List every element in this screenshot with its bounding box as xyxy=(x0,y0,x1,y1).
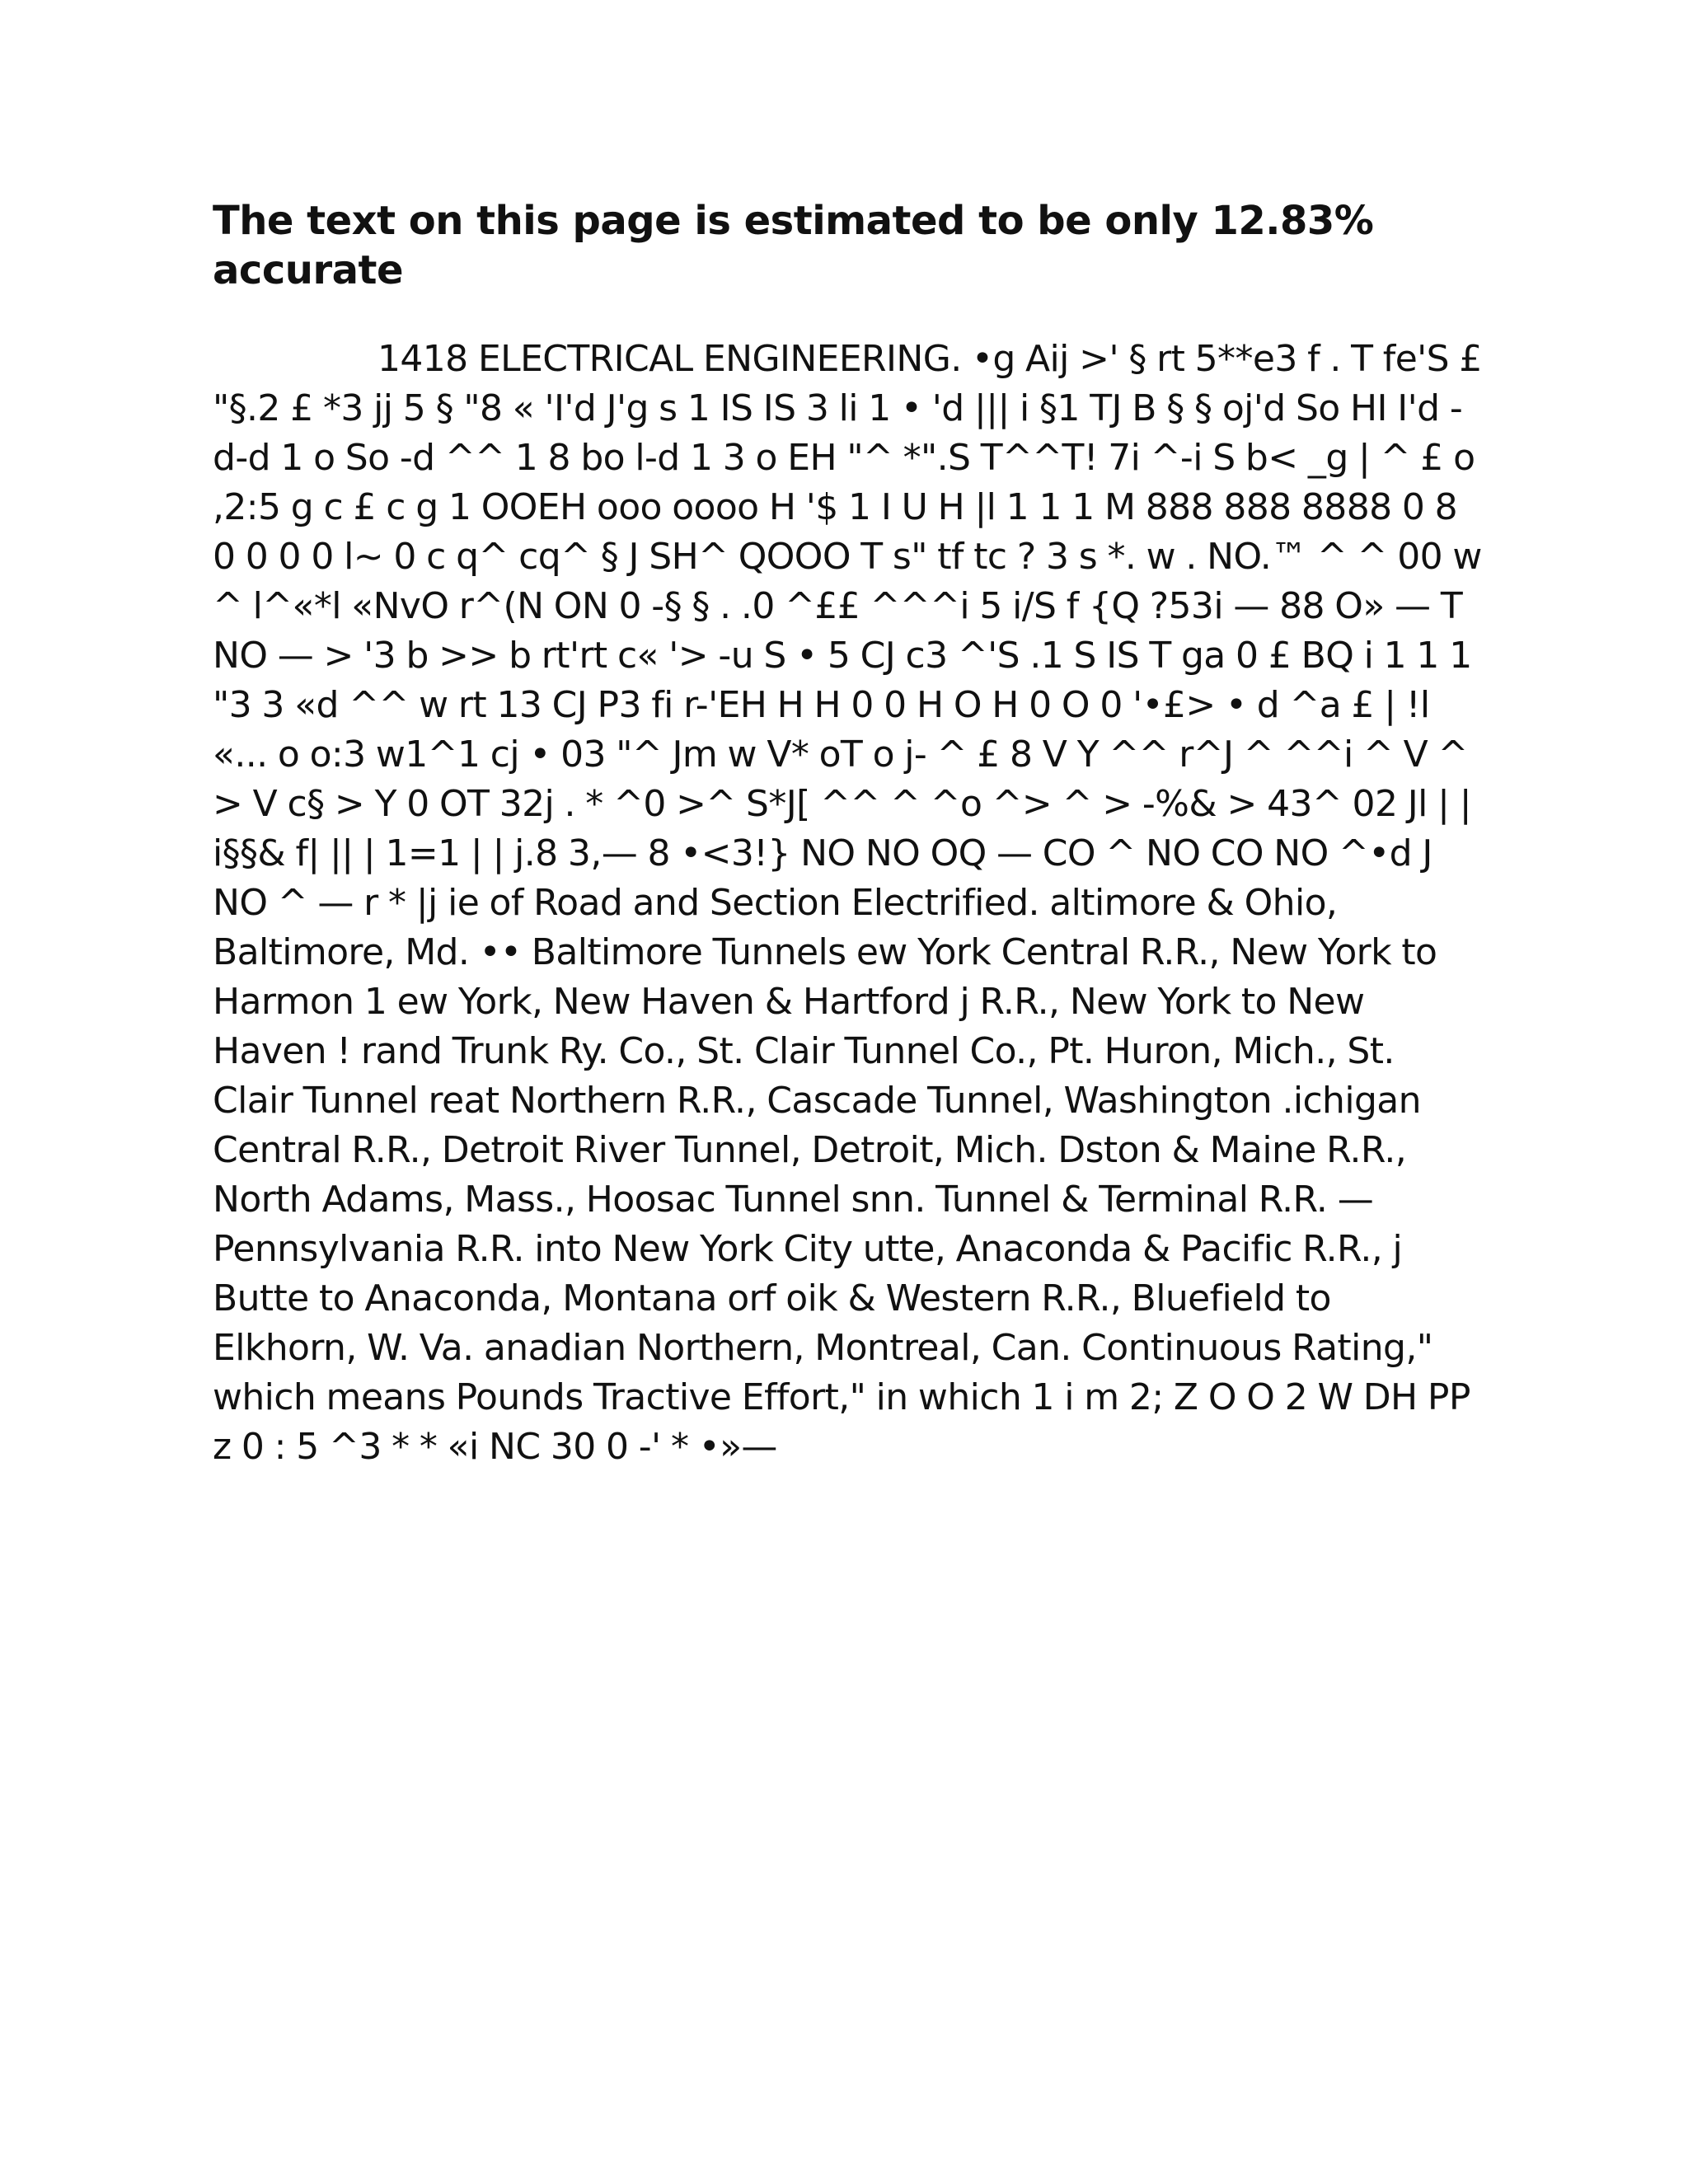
accuracy-heading: The text on this page is estimated to be only 12.83% accurate xyxy=(213,198,1374,293)
page-content xyxy=(213,196,1482,1472)
ocr-body-text: 1418 ELECTRICAL ENGINEERING. •g Aij >' § rt 5**e3 f . T fe'S £ "§.2 £ *3 jj 5 § "8 « 'I'd J'g s 1 IS IS 3 li 1 • 'd ||| i §1 TJ B § § oj'd So HI I'd -d-d 1 o So -d ^^ 1 8 bo l-d 1 3 o EH "^ *".S T^^T! 7i ^-i S b< _g | ^ £ o ,2:5 g c £ c g 1 OOEH ooo oooo H '$ 1 I U H |l 1 1 1 M 888 888 8888 0 8 0 0 0 0 l~ 0 c q^ cq^ § J SH^ QOOO T s" tf tc ? 3 s *. w . NO.™ ^ ^ 00 w ^ l^«*l «NvO r^(N ON 0 -§ § . .0 ^££ ^^^i 5 i/S f {Q ?53i — 88 O» — T NO — > '3 b >> b rt'rt c« '> -u S • 5 CJ c3 ^'S .1 S IS T ga 0 £ BQ i 1 1 1 "3 3 «d ^^ w rt 13 CJ P3 fi r-'EH H H 0 0 H O H 0 O 0 '•£> • d ^a £ | !l «... o o:3 w1^1 cj • 03 "^ Jm w V* oT o j- ^ £ 8 V Y ^^ r^J ^ ^^i ^ V ^ > V c§ > Y 0 OT 32j . * ^0 >^ S*J[ ^^ ^ ^o ^> ^ > -%& > 43^ 02 Jl | | i§§& f| || | 1=1 | | j.8 3,— 8 •<3!} NO NO OQ — CO ^ NO CO NO ^•d J NO ^ — r * |j ie of Road and Section Electrified. altimore & Ohio, Baltimore, Md. •• Baltimore Tunnels ew York Central R.R., New York to Harmon 1 ew York, New Haven & Hartford j R.R., New York to New Haven ! rand Trunk Ry. Co., St. Clair Tunnel Co., Pt. Huron, Mich., St. Clair Tunnel reat Northern R.R., Cascade Tunnel, Washington .ichigan Central R.R., Detroit River Tunnel, Detroit, Mich. Dston & Maine R.R., North Adams, Mass., Hoosac Tunnel snn. Tunnel & Terminal R.R. — Pennsylvania R.R. into New York City utte, Anaconda & Pacific R.R., j Butte to Anaconda, Montana orf oik & Western R.R., Bluefield to Elkhorn, W. Va. anadian Northern, Montreal, Can. Continuous Rating," which means Pounds Tractive Effort," in which 1 i m 2; Z O O 2 W DH PP z 0 : 5 ^3 * * «i NC 30 0 -' * •»— xyxy=(213,338,1482,1468)
